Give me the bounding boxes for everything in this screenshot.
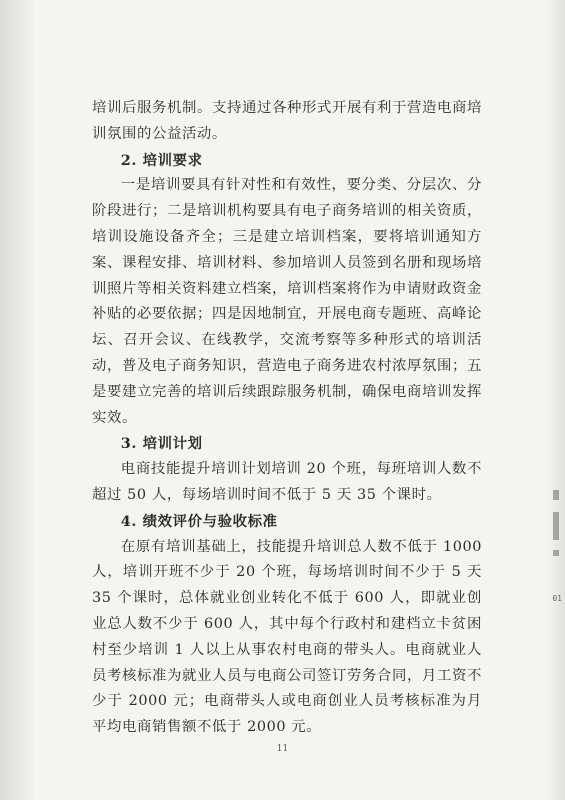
paragraph-continuation: 培训后服务机制。支持通过各种形式开展有利于营造电商培训氛围的公益活动。 <box>92 100 482 142</box>
paragraph-requirements: 一是培训要具有针对性和有效性，要分类、分层次、分阶段进行；二是培训机构要具有电子商务培训的相关资质，培训设施设备齐全；三是建立培训档案，要将培训通知方案、课程安排、培训材料、参加培训人员签到名册和现场培训照片等相关资料建立档案，培训档案将作为申请财政资金补贴的必要依据；四是因地制宜，开展电商专题班、高峰论坛、召开会议、在线教学，交流考察等多种形式的培训活动，普及电子商务知识，营造电子商务进农村浓厚氛围；五是要建立完善的培训后续跟踪服务机制，确保电商培训发挥实效。 <box>92 177 482 426</box>
paragraph-evaluation: 在原有培训基础上，技能提升培训总人数不低于 1000 人，培训开班不少于 20 个班，每场培训时间不少于 5 天 35 个课时，总体就业创业转化不低于 600 人，即就业创业总人数不少于 600 人，其中每个行政村和建档立卡贫困村至少培训 1 人以上从事农村电商的带头人。电商就业人员考核标准为就业人员与电商公司签订劳务合同，月工资不少于 2000 元；电商带头人或电商创业人员考核标准为月平均电商销售额不低于 2000 元。 <box>92 538 482 736</box>
scan-mark <box>553 512 559 540</box>
page-number: 11 <box>276 744 289 754</box>
section-heading-requirements: 2. 培训要求 <box>120 151 203 169</box>
scan-edge-marks <box>549 490 563 620</box>
scan-mark <box>553 490 559 500</box>
section-heading-evaluation: 4. 绩效评价与验收标准 <box>120 512 278 530</box>
scan-right-edge <box>547 0 565 800</box>
document-body <box>92 96 482 741</box>
section-heading-plan: 3. 培训计划 <box>120 435 203 453</box>
edge-mark-text: 01 <box>552 594 562 603</box>
scan-mark <box>553 550 559 556</box>
scan-left-edge <box>0 0 34 800</box>
paragraph-plan: 电商技能提升培训计划培训 20 个班，每班培训人数不超过 50 人，每场培训时间不低于 5 天 35 个课时。 <box>92 461 482 503</box>
